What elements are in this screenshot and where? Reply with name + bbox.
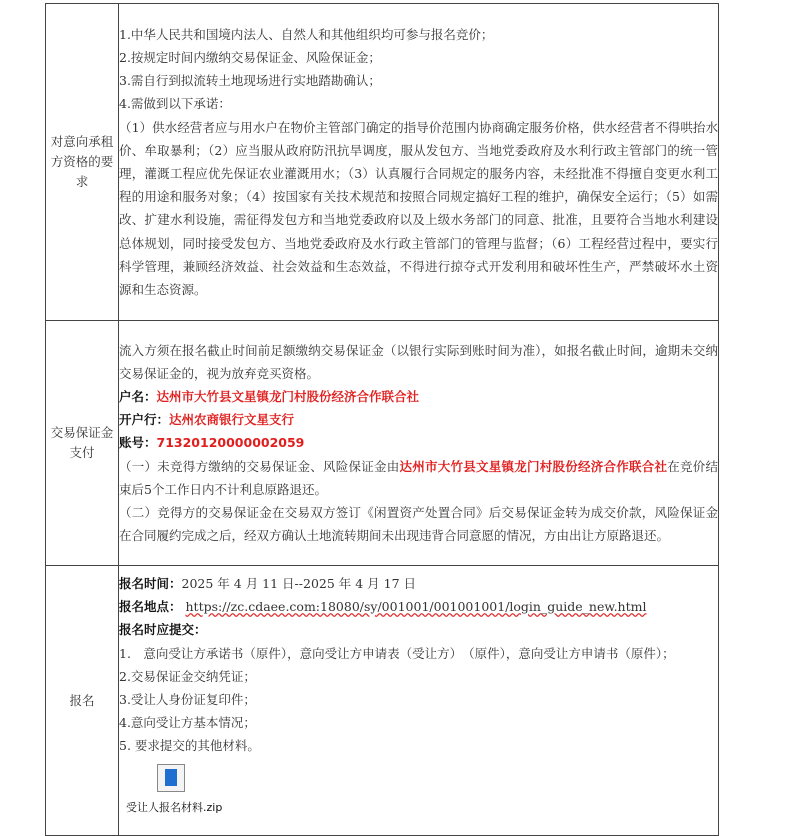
refund1-entity: 达州市大竹县文星镇龙门村股份经济合作联合社 <box>399 458 668 474</box>
reg-place-link[interactable]: https://zc.cdaee.com:18080/sy/001001/001001001/login_guide_new.html <box>185 599 647 615</box>
submit-item-2: 2.交易保证金交纳凭证； <box>119 668 256 684</box>
submit-label: 报名时应提交： <box>119 622 207 638</box>
row-requirements <box>46 4 719 321</box>
reg-time-line <box>119 572 718 595</box>
submit-item-3: 3.受让人身份证复印件； <box>119 692 256 708</box>
content-registration <box>119 566 719 836</box>
bank-label: 开户行： <box>119 412 170 428</box>
deposit-intro: 流入方须在报名截止时间前足额缴纳交易保证金（以银行实际到账时间为准），如报名截止时间，逾期未交纳交易保证金的，视为放弃竞买资格。 <box>119 342 718 381</box>
bank-line <box>119 408 718 431</box>
bank-value: 达州农商银行文星支行 <box>169 412 295 428</box>
reg-time-label: 报名时间： <box>119 576 182 591</box>
submit-item-1: 1. 意向受让方承诺书（原件），意向受让方申请表（受让方） （原件），意向受让方申请书（原件）； <box>119 645 675 661</box>
account-name-line <box>119 385 718 408</box>
row-registration <box>46 566 719 836</box>
refund1-prefix: （一）未竞得方缴纳的交易保证金、风险保证金由 <box>119 458 400 474</box>
content-requirements <box>119 4 719 321</box>
account-name-value: 达州市大竹县文星镇龙门村股份经济合作联合社 <box>156 388 420 404</box>
refund-rule-1 <box>119 455 718 501</box>
reg-place-line <box>119 595 718 618</box>
refund1-suffix: 在竞价结束后5个工作日内不计利息原路退还。 <box>119 458 718 497</box>
label-requirements: 对意向承租方资格的要求 <box>46 4 119 321</box>
attachment-filename[interactable]: 受让人报名材料.zip <box>126 800 223 814</box>
req-item-2: 2.按规定时间内缴纳交易保证金、风险保证金； <box>119 49 381 65</box>
reg-place-label: 报名地点： <box>119 599 182 615</box>
account-no-line <box>119 431 718 454</box>
label-deposit: 交易保证金支付 <box>46 321 119 566</box>
attachment[interactable] <box>126 764 223 819</box>
info-table <box>45 3 719 836</box>
req-item-3: 3.需自行到拟流转土地现场进行实地踏勘确认； <box>119 73 381 89</box>
account-no-value: 71320120000002059 <box>156 435 305 451</box>
req-commitments: （1）供水经营者应与用水户在物价主管部门确定的指导价范围内协商确定服务价格，供水经营者不得哄抬水价、牟取暴利；（2）应当服从政府防汛抗旱调度，服从发包方、当地党委政府及水利行政主管部门的统一管理，灌溉工程应优先保证农业灌溉用水；（3）认真履行合同规定的服务内容，未经批准不得擅自变更水利工程的用途和服务对象；（4）按国家有关技术规范和按照合同规定搞好工程的维护，确保安全运行；（5）如需改、扩建水利设施，需征得发包方和当地党委政府以及上级水务部门的同意、批准，且要符合当地水利建设总体规划，同时接受发包方、当地党委政府及水行政主管部门的管理与监督；（6）工程经营过程中，要实行科学管理，兼顾经济效益、社会效益和生态效益，不得进行掠夺式开发利用和破坏性生产，严禁破坏水土资源和生态资源。 <box>119 119 718 298</box>
req-item-4: 4.需做到以下承诺： <box>119 96 231 112</box>
account-no-label: 账号： <box>119 435 157 451</box>
zip-file-icon[interactable] <box>157 764 185 792</box>
refund-rule-2: （二）竞得方的交易保证金在交易双方签订《闲置资产处置合同》后交易保证金转为成交价款，风险保证金在合同履约完成之后，经双方确认土地流转期间未出现违背合同意愿的情况，方由出让方原路退还。 <box>119 505 718 544</box>
row-deposit <box>46 321 719 566</box>
content-deposit <box>119 321 719 566</box>
submit-item-4: 4.意向受让方基本情况； <box>119 715 256 731</box>
reg-time-value: 2025 年 4 月 11 日--2025 年 4 月 17 日 <box>181 576 417 591</box>
label-registration: 报名 <box>46 566 119 836</box>
submit-item-5: 5. 要求提交的其他材料。 <box>119 738 260 754</box>
account-name-label: 户名： <box>119 388 157 404</box>
req-item-1: 1.中华人民共和国境内法人、自然人和其他组织均可参与报名竞价； <box>119 26 494 42</box>
